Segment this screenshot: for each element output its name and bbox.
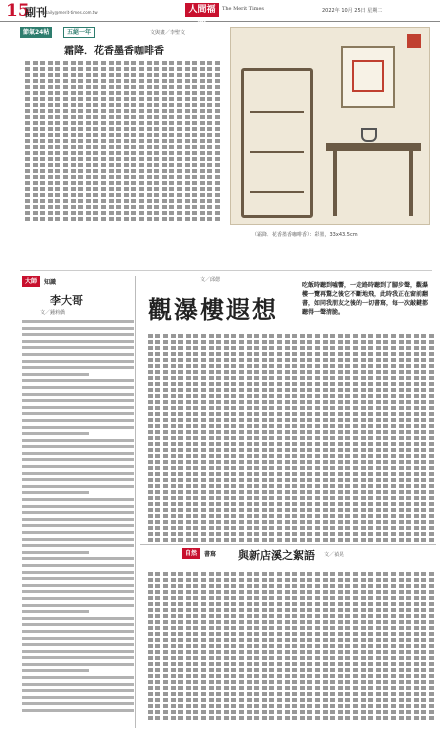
page-header xyxy=(0,0,440,29)
artist-seal xyxy=(407,34,421,48)
text-column xyxy=(86,61,91,221)
text-line xyxy=(22,498,134,501)
text-column xyxy=(171,334,176,544)
text-column xyxy=(224,572,229,722)
text-column xyxy=(55,61,60,221)
text-column xyxy=(201,572,206,722)
main-article-body-text xyxy=(140,334,436,544)
text-column xyxy=(147,61,152,221)
text-line xyxy=(22,485,134,488)
text-line xyxy=(22,702,134,705)
text-column xyxy=(25,61,30,221)
text-column xyxy=(406,572,411,722)
text-column xyxy=(292,572,297,722)
text-column xyxy=(345,572,350,722)
text-column xyxy=(269,572,274,722)
text-line xyxy=(22,557,134,560)
text-column xyxy=(178,334,183,544)
text-column xyxy=(277,334,282,544)
column-tag: 大師 xyxy=(22,276,40,287)
text-column xyxy=(269,334,274,544)
text-column xyxy=(353,572,358,722)
text-line xyxy=(22,445,134,448)
text-line xyxy=(22,564,134,567)
text-column xyxy=(315,334,320,544)
text-column xyxy=(292,334,297,544)
text-line xyxy=(22,346,134,349)
calligraphy-scroll-illustration xyxy=(341,46,395,108)
text-column xyxy=(231,334,236,544)
issue-date: 2022年 10月 25日 星期二 xyxy=(322,8,383,14)
text-column xyxy=(307,572,312,722)
text-line xyxy=(22,327,134,330)
newspaper-logo: 人間福報 xyxy=(185,3,219,17)
text-line xyxy=(22,656,134,659)
text-column xyxy=(383,572,388,722)
text-column xyxy=(193,334,198,544)
text-column xyxy=(300,334,305,544)
text-column xyxy=(414,334,419,544)
text-line xyxy=(22,584,134,587)
text-line xyxy=(22,637,134,640)
text-line xyxy=(22,406,134,409)
text-line xyxy=(22,623,134,626)
text-line xyxy=(22,531,134,534)
chair-illustration xyxy=(241,68,313,218)
text-column xyxy=(353,334,358,544)
text-column xyxy=(178,572,183,722)
text-column xyxy=(78,61,83,221)
section-name: 副刊 xyxy=(25,6,47,19)
text-column xyxy=(338,334,343,544)
text-column xyxy=(247,334,252,544)
text-column xyxy=(307,334,312,544)
nature-article-byline: 文／禎晃 xyxy=(324,552,345,558)
nature-tag: 自然 xyxy=(182,548,200,559)
text-column xyxy=(239,572,244,722)
text-line xyxy=(22,399,134,402)
text-column xyxy=(285,334,290,544)
feature-title: 霜降．花香墨香咖啡香 xyxy=(64,46,164,57)
text-line xyxy=(22,551,89,554)
text-line xyxy=(22,663,134,666)
main-article-title: 觀瀑樓遐想 xyxy=(148,295,278,324)
left-article-byline: 文／鍾莉僑 xyxy=(40,310,66,316)
text-line xyxy=(22,518,134,521)
text-column xyxy=(277,572,282,722)
feature-tag: 節氣24帖 xyxy=(20,27,52,38)
text-line xyxy=(22,353,134,356)
text-column xyxy=(262,334,267,544)
text-column xyxy=(254,572,259,722)
text-line xyxy=(22,432,89,435)
text-line xyxy=(22,452,134,455)
text-line xyxy=(22,505,134,508)
left-column-article xyxy=(22,276,136,728)
text-column xyxy=(148,334,153,544)
text-column xyxy=(124,61,129,221)
text-column xyxy=(155,572,160,722)
text-column xyxy=(209,334,214,544)
text-line xyxy=(22,617,134,620)
text-line xyxy=(22,426,134,429)
text-column xyxy=(148,572,153,722)
feature-painting xyxy=(230,27,430,225)
left-article-title: 李大哥 xyxy=(50,294,83,307)
text-column xyxy=(338,572,343,722)
text-line xyxy=(22,696,134,699)
text-column xyxy=(224,334,229,544)
text-column xyxy=(368,334,373,544)
text-column xyxy=(285,572,290,722)
text-column xyxy=(216,572,221,722)
left-article-body-text xyxy=(22,320,134,716)
text-column xyxy=(361,334,366,544)
text-column xyxy=(63,61,68,221)
text-column xyxy=(345,334,350,544)
text-column xyxy=(323,334,328,544)
text-column xyxy=(429,572,434,722)
text-line xyxy=(22,478,134,481)
feature-byline: 文與畫／李聖文 xyxy=(150,30,186,36)
text-line xyxy=(22,360,134,363)
painting-caption: （霜降．花香墨香咖啡香）：彩墨，33x43.5cm xyxy=(252,232,358,238)
text-line xyxy=(22,333,134,336)
text-column xyxy=(162,61,167,221)
text-column xyxy=(155,334,160,544)
text-column xyxy=(330,334,335,544)
text-column xyxy=(361,572,366,722)
text-line xyxy=(22,524,134,527)
text-column xyxy=(247,572,252,722)
text-line xyxy=(22,650,134,653)
text-column xyxy=(215,61,220,221)
text-column xyxy=(368,572,373,722)
main-article-byline: 文／邱偲 xyxy=(200,277,221,283)
text-column xyxy=(171,572,176,722)
text-column xyxy=(399,572,404,722)
feature-subtag: 五絕一年 xyxy=(63,27,95,38)
text-column xyxy=(391,334,396,544)
text-line xyxy=(22,412,134,415)
text-column xyxy=(376,572,381,722)
nature-article-body-text xyxy=(140,572,436,722)
nature-article-title: 與新店溪之絮語 xyxy=(238,549,315,562)
text-column xyxy=(40,61,45,221)
text-line xyxy=(22,458,134,461)
text-line xyxy=(22,373,89,376)
text-line xyxy=(22,643,134,646)
text-column xyxy=(116,61,121,221)
text-column xyxy=(231,572,236,722)
text-column xyxy=(109,61,114,221)
section-divider xyxy=(140,544,436,545)
column-subtag: 知識 xyxy=(44,279,57,286)
text-column xyxy=(201,334,206,544)
text-column xyxy=(391,572,396,722)
text-column xyxy=(216,334,221,544)
text-line xyxy=(22,689,134,692)
text-line xyxy=(22,393,134,396)
nature-subtag: 書寫 xyxy=(204,551,217,558)
text-column xyxy=(414,572,419,722)
text-column xyxy=(186,334,191,544)
text-column xyxy=(163,572,168,722)
text-column xyxy=(193,572,198,722)
text-column xyxy=(93,61,98,221)
text-column xyxy=(429,334,434,544)
table-illustration xyxy=(326,143,421,151)
text-column xyxy=(262,572,267,722)
coffee-cup-illustration xyxy=(361,128,377,142)
text-line xyxy=(22,577,134,580)
text-line xyxy=(22,340,134,343)
text-column xyxy=(169,61,174,221)
text-column xyxy=(192,61,197,221)
text-column xyxy=(154,61,159,221)
text-line xyxy=(22,683,134,686)
feature-body-text xyxy=(20,61,222,221)
text-line xyxy=(22,511,134,514)
text-line xyxy=(22,676,134,679)
text-column xyxy=(330,572,335,722)
text-column xyxy=(131,61,136,221)
feature-article xyxy=(20,27,432,271)
main-article xyxy=(140,276,436,728)
text-line xyxy=(22,366,134,369)
text-column xyxy=(185,61,190,221)
text-column xyxy=(101,61,106,221)
text-column xyxy=(33,61,38,221)
text-column xyxy=(300,572,305,722)
page-number: 15 xyxy=(6,1,30,21)
text-column xyxy=(186,572,191,722)
text-column xyxy=(200,61,205,221)
text-line xyxy=(22,610,89,613)
text-line xyxy=(22,472,134,475)
text-line xyxy=(22,571,134,574)
text-line xyxy=(22,379,134,382)
text-line xyxy=(22,669,89,672)
text-column xyxy=(376,334,381,544)
newspaper-logo-english: The Merit Times xyxy=(222,6,264,12)
text-line xyxy=(22,419,134,422)
text-column xyxy=(48,61,53,221)
text-column xyxy=(239,334,244,544)
text-column xyxy=(315,572,320,722)
text-column xyxy=(421,334,426,544)
text-line xyxy=(22,590,134,593)
text-column xyxy=(209,572,214,722)
text-line xyxy=(22,320,134,323)
text-line xyxy=(22,630,134,633)
text-line xyxy=(22,544,134,547)
text-line xyxy=(22,538,134,541)
text-line xyxy=(22,491,89,494)
text-column xyxy=(163,334,168,544)
text-column xyxy=(406,334,411,544)
text-line xyxy=(22,465,134,468)
contact-email: mdaily@merit-times.com.tw xyxy=(41,10,98,15)
text-column xyxy=(177,61,182,221)
text-line xyxy=(22,709,134,712)
main-article-lead: 吃飯時聽到噓響，一走路時聽到了腳步聲，觀瀑樓一覽再驚之後它不斷地飛，此時我正在窗前翻書，如同我朋友之後的一切書寫，每一次敲鍵都聽得一聲清脆。 xyxy=(302,282,429,316)
text-column xyxy=(207,61,212,221)
text-column xyxy=(139,61,144,221)
text-column xyxy=(399,334,404,544)
text-column xyxy=(323,572,328,722)
text-line xyxy=(22,439,134,442)
text-column xyxy=(254,334,259,544)
text-line xyxy=(22,604,134,607)
text-line xyxy=(22,597,134,600)
text-column xyxy=(383,334,388,544)
text-column xyxy=(71,61,76,221)
text-column xyxy=(421,572,426,722)
text-line xyxy=(22,386,134,389)
